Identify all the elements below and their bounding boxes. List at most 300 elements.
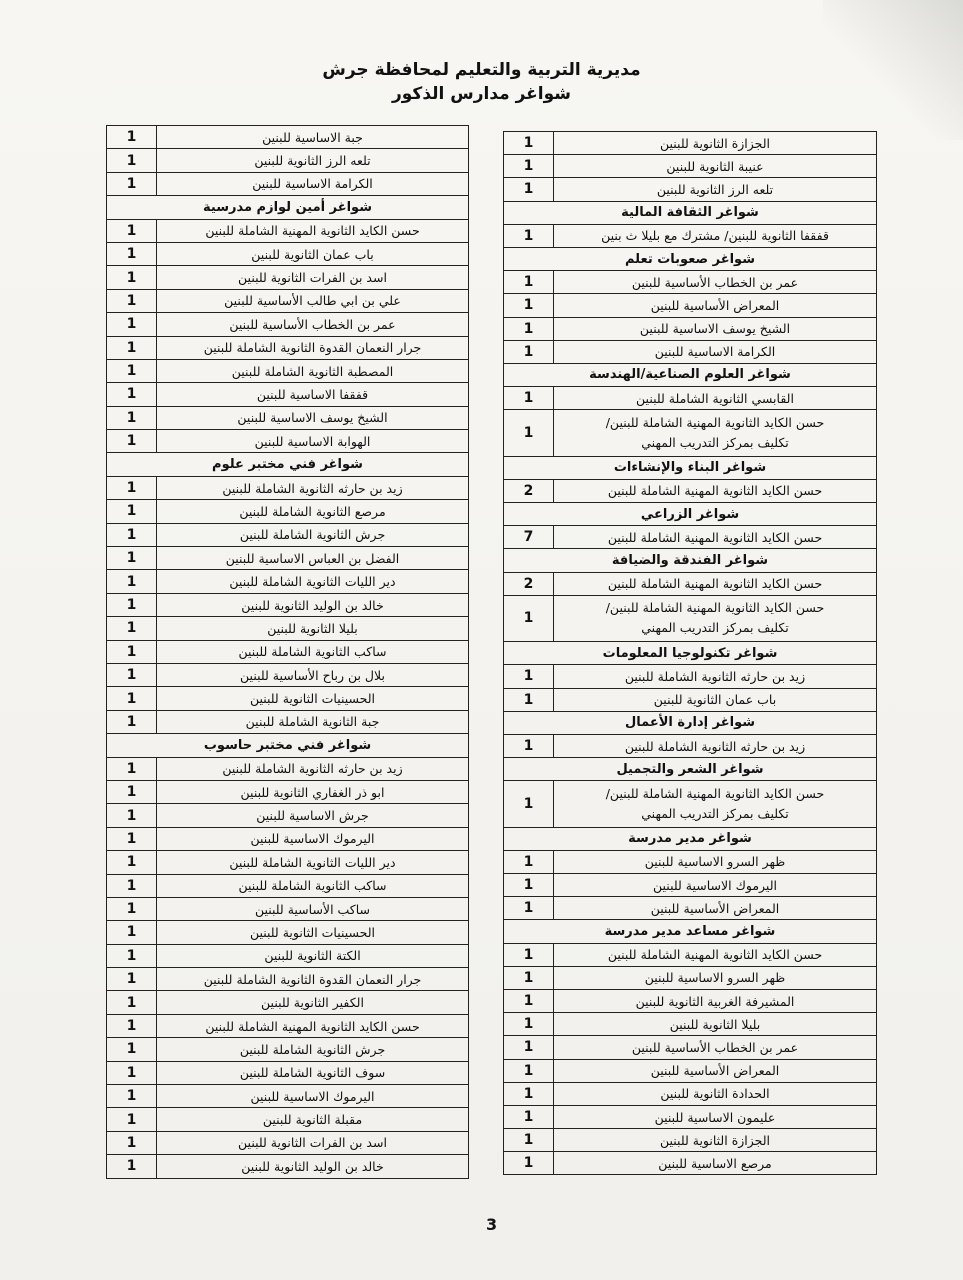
table-row (107, 242, 469, 265)
table-row (107, 289, 469, 312)
vacancy-count: 7 (504, 526, 554, 549)
table-row (504, 224, 877, 247)
school-name (157, 476, 469, 499)
table-row (107, 1155, 469, 1178)
vacancy-count: 1 (504, 271, 554, 294)
school-name (554, 595, 877, 641)
table-row (504, 1152, 877, 1175)
school-name (157, 523, 469, 546)
section-heading: شواغر الزراعي (504, 503, 877, 526)
school-name-line: باب عمان الثانوية للبنين (653, 692, 777, 708)
document-title: مديرية التربية والتعليم لمحافظة جرش (322, 60, 641, 80)
vacancy-count: 1 (107, 149, 157, 172)
table-row (504, 294, 877, 317)
school-name-line: بليلا الثانوية للبنين (669, 1016, 761, 1032)
school-name-line: عنيبة الثانوية للبنين (666, 158, 764, 174)
vacancy-count: 1 (107, 570, 157, 593)
table-row (107, 313, 469, 336)
vacancy-count: 1 (504, 595, 554, 641)
table-row (107, 1131, 469, 1154)
table-row (504, 734, 877, 757)
section-row (504, 642, 877, 665)
school-name (157, 1131, 469, 1154)
school-name (157, 687, 469, 710)
school-name-line: الحسينيات الثانوية للبنين (249, 691, 376, 707)
school-name-line: زيد بن حارثه الثانوية الشاملة للبنين (222, 480, 403, 496)
table-row (107, 336, 469, 359)
school-name (157, 780, 469, 803)
vacancy-count: 1 (107, 476, 157, 499)
section-heading: شواغر أمين لوازم مدرسية (107, 196, 469, 219)
section-row (504, 247, 877, 270)
school-name (157, 804, 469, 827)
table-row (107, 687, 469, 710)
school-name-line: الشيخ يوسف الاساسية للبنين (237, 410, 388, 426)
school-name (554, 387, 877, 410)
vacancy-count: 1 (504, 850, 554, 873)
section-row (107, 196, 469, 219)
table-row (504, 966, 877, 989)
vacancy-count: 1 (107, 266, 157, 289)
vacancy-count: 1 (107, 289, 157, 312)
section-row (504, 920, 877, 943)
school-name (157, 1061, 469, 1084)
school-name-line: القابسي الثانوية الشاملة للبنين (636, 390, 794, 406)
school-name (157, 500, 469, 523)
school-name-line: خالد بن الوليد الثانوية للبنين (241, 1158, 384, 1174)
school-name-line: الكرامة الاساسية للبنين (654, 344, 776, 360)
table-row (107, 126, 469, 149)
section-row (504, 503, 877, 526)
table-row (107, 663, 469, 686)
school-name-line: المعراض الأساسية للبنين (650, 1063, 780, 1079)
school-name-line: المشيرفة الغربية الثانوية للبنين (635, 993, 795, 1009)
vacancy-count: 1 (504, 224, 554, 247)
section-heading: شواغر تكنولوجيا المعلومات (504, 642, 877, 665)
school-name-line: بليلا الثانوية للبنين (267, 620, 358, 636)
school-name (554, 271, 877, 294)
vacancy-count: 1 (504, 410, 554, 456)
table-row (504, 1036, 877, 1059)
table-row (107, 1014, 469, 1037)
document-header (0, 58, 963, 106)
school-name (554, 132, 877, 155)
school-name-line: عمر بن الخطاب الأساسية للبنين (229, 316, 396, 332)
school-name (157, 757, 469, 780)
table-row (504, 1059, 877, 1082)
vacancy-count: 1 (107, 219, 157, 242)
section-heading: شواغر الفندقة والضيافة (504, 549, 877, 572)
vacancy-count: 1 (107, 523, 157, 546)
table-row (504, 688, 877, 711)
school-name (554, 688, 877, 711)
section-heading: شواغر فني مختبر حاسوب (107, 734, 469, 757)
vacancy-count: 1 (504, 155, 554, 178)
school-name-line: اليرموك الاساسية للبنين (250, 831, 375, 847)
school-name (157, 313, 469, 336)
vacancy-count: 1 (504, 688, 554, 711)
school-name-line: المصطبة الثانوية الشاملة للبنين (231, 363, 394, 379)
school-name (554, 1059, 877, 1082)
school-name-line: حسن الكايد الثانوية المهنية الشاملة للبنين (607, 576, 823, 592)
school-name-line: زيد بن حارثه الثانوية الشاملة للبنين (222, 761, 403, 777)
school-name (157, 1155, 469, 1178)
vacancy-count: 1 (107, 126, 157, 149)
table-row (504, 989, 877, 1012)
vacancy-count: 1 (107, 359, 157, 382)
table-row (504, 271, 877, 294)
vacancy-count: 1 (107, 1038, 157, 1061)
vacancy-count: 1 (107, 991, 157, 1014)
table-row (107, 383, 469, 406)
school-name-line: حسن الكايد الثانوية المهنية الشاملة للبنين/ (605, 600, 825, 616)
table-row (107, 523, 469, 546)
school-name (554, 734, 877, 757)
school-name-line: ساكب الثانوية الشاملة للبنين (238, 878, 387, 894)
school-name-line: حسن الكايد الثانوية المهنية الشاملة للبنين/ (605, 414, 825, 430)
school-name (157, 289, 469, 312)
table-row (107, 827, 469, 850)
section-heading: شواغر صعوبات تعلم (504, 247, 877, 270)
table-row (107, 874, 469, 897)
school-name-line: جبة الثانوية الشاملة للبنين (245, 714, 380, 730)
school-name-line: حسن الكايد الثانوية المهنية الشاملة للبنين (205, 1018, 420, 1034)
school-name (157, 874, 469, 897)
school-name-line: حسن الكايد الثانوية المهنية الشاملة للبنين (205, 223, 420, 239)
school-name-line: مرصع الثانوية الشاملة للبنين (239, 503, 386, 519)
section-row (504, 827, 877, 850)
document-subtitle: شواغر مدارس الذكور (391, 84, 571, 104)
table-row (107, 1038, 469, 1061)
school-name (157, 921, 469, 944)
school-name-line: زيد بن حارثه الثانوية الشاملة للبنين (624, 668, 806, 684)
section-heading: شواغر فني مختبر علوم (107, 453, 469, 476)
school-name (157, 266, 469, 289)
school-name-line: جرار النعمان القدوة الثانوية الشاملة للبنين (203, 340, 422, 356)
vacancy-count: 1 (504, 989, 554, 1012)
section-row (504, 201, 877, 224)
table-row (107, 851, 469, 874)
vacancy-count: 1 (504, 1082, 554, 1105)
school-name (554, 1036, 877, 1059)
vacancy-count: 1 (107, 1131, 157, 1154)
school-name-line: عمر بن الخطاب الأساسية للبنين (631, 274, 799, 290)
school-name-line: دير الليات الثانوية الشاملة للبنين (229, 854, 396, 870)
vacancy-count: 1 (504, 734, 554, 757)
school-name (157, 593, 469, 616)
school-name (157, 1085, 469, 1108)
school-name (554, 224, 877, 247)
school-name (554, 178, 877, 201)
school-name-line: زيد بن حارثه الثانوية الشاملة للبنين (624, 738, 806, 754)
table-row (504, 1082, 877, 1105)
table-row (504, 850, 877, 873)
school-name (554, 1129, 877, 1152)
school-name (554, 340, 877, 363)
school-name-line: اسد بن الفرات الثانوية للبنين (238, 1135, 387, 1151)
table-row (504, 595, 877, 641)
school-name (554, 989, 877, 1012)
vacancy-count: 1 (504, 781, 554, 827)
vacancy-count: 1 (107, 851, 157, 874)
table-row (107, 593, 469, 616)
school-name-line: حسن الكايد الثانوية المهنية الشاملة للبنين (607, 947, 823, 963)
table-row (504, 410, 877, 456)
school-name-line: اليرموك الاساسية للبنين (250, 1088, 375, 1104)
school-name (157, 640, 469, 663)
table-row (107, 991, 469, 1014)
table-row (107, 757, 469, 780)
table-row (504, 132, 877, 155)
school-name (157, 944, 469, 967)
school-name-line: قفقفا الاساسية للبنين (256, 386, 369, 402)
school-name (554, 943, 877, 966)
table-row (504, 943, 877, 966)
vacancy-count: 1 (107, 663, 157, 686)
vacancy-count: 1 (107, 617, 157, 640)
section-heading: شواغر مساعد مدير مدرسة (504, 920, 877, 943)
vacancy-count: 1 (504, 1059, 554, 1082)
school-name (554, 479, 877, 502)
school-name-note: تكليف بمركز التدريب المهني (641, 620, 789, 636)
school-name (157, 430, 469, 453)
vacancy-count: 1 (504, 294, 554, 317)
school-name-line: سوف الثانوية الشاملة للبنين (239, 1065, 386, 1081)
school-name-line: حسن الكايد الثانوية المهنية الشاملة للبنين (607, 529, 823, 545)
table-row (107, 476, 469, 499)
school-name-line: مقبلة الثانوية للبنين (262, 1112, 363, 1128)
school-name-line: حسن الكايد الثانوية المهنية الشاملة للبنين/ (605, 785, 825, 801)
school-name (554, 1082, 877, 1105)
right-vacancy-table (503, 131, 877, 1175)
vacancy-count: 2 (504, 479, 554, 502)
vacancy-count: 1 (504, 178, 554, 201)
vacancy-count: 1 (107, 242, 157, 265)
table-row (107, 1108, 469, 1131)
vacancy-count: 1 (107, 313, 157, 336)
school-name-line: عمر بن الخطاب الأساسية للبنين (631, 1039, 799, 1055)
section-row (107, 734, 469, 757)
table-row (107, 406, 469, 429)
vacancy-count: 1 (107, 757, 157, 780)
school-name-line: دير الليات الثانوية الشاملة للبنين (229, 574, 396, 590)
school-name-line: اليرموك الاساسية للبنين (653, 877, 777, 893)
school-name-line: الجزازة الثانوية للبنين (659, 135, 770, 151)
school-name-line: الجزازة الثانوية للبنين (659, 1132, 770, 1148)
school-name-line: ابو ذر الغفاري الثانوية للبنين (240, 784, 385, 800)
table-row (504, 897, 877, 920)
table-row (504, 1013, 877, 1036)
school-name-line: مرصع الاساسية للبنين (658, 1155, 772, 1171)
vacancy-count: 1 (504, 874, 554, 897)
school-name (554, 294, 877, 317)
school-name-line: عليمون الاساسية للبنين (654, 1109, 776, 1125)
section-heading: شواغر مدير مدرسة (504, 827, 877, 850)
school-name (554, 781, 877, 827)
vacancy-count: 1 (107, 897, 157, 920)
vacancy-count: 1 (107, 640, 157, 663)
school-name-line: المعراض الأساسية للبنين (650, 900, 780, 916)
school-name (157, 1038, 469, 1061)
table-row (107, 570, 469, 593)
table-row (504, 317, 877, 340)
school-name (157, 1108, 469, 1131)
vacancy-count: 1 (504, 897, 554, 920)
table-row (504, 665, 877, 688)
table-row (107, 968, 469, 991)
vacancy-count: 1 (107, 874, 157, 897)
table-row (504, 340, 877, 363)
school-name (157, 968, 469, 991)
school-name-line: الحسينيات الثانوية للبنين (249, 924, 376, 940)
section-heading: شواغر إدارة الأعمال (504, 711, 877, 734)
vacancy-count: 1 (107, 430, 157, 453)
table-row (107, 359, 469, 382)
section-row (504, 363, 877, 386)
school-name (554, 317, 877, 340)
left-vacancy-table (106, 125, 469, 1179)
school-name-line: حسن الكايد الثانوية المهنية الشاملة للبنين (607, 483, 823, 499)
table-row (504, 781, 877, 827)
school-name (554, 572, 877, 595)
school-name-line: ساكب الثانوية الشاملة للبنين (238, 644, 387, 660)
school-name-line: خالد بن الوليد الثانوية للبنين (241, 597, 384, 613)
table-row (107, 617, 469, 640)
school-name (157, 570, 469, 593)
school-name-line: جرش الاساسية للبنين (256, 808, 369, 824)
school-name-line: اسد بن الفرات الثانوية للبنين (238, 270, 387, 286)
table-row (107, 804, 469, 827)
school-name (157, 991, 469, 1014)
school-name-line: جرش الثانوية الشاملة للبنين (239, 527, 386, 543)
vacancy-count: 1 (107, 383, 157, 406)
vacancy-count: 1 (107, 944, 157, 967)
vacancy-count: 1 (504, 966, 554, 989)
school-name-line: تلعه الرز الثانوية للبنين (656, 181, 774, 197)
section-heading: شواغر الشعر والتجميل (504, 758, 877, 781)
table-row (504, 1129, 877, 1152)
school-name-line: جبة الاساسية للبنين (262, 129, 363, 145)
vacancy-count: 1 (107, 172, 157, 195)
table-row (504, 572, 877, 595)
table-row (504, 874, 877, 897)
table-row (107, 710, 469, 733)
table-row (107, 547, 469, 570)
school-name-line: بلال بن رباح الأساسية للبنين (240, 667, 385, 683)
school-name-line: الكرامة الاساسية للبنين (252, 176, 373, 192)
vacancy-count: 1 (504, 387, 554, 410)
school-name-line: الكتة الثانوية للبنين (264, 948, 361, 964)
school-name (554, 410, 877, 456)
table-row (107, 219, 469, 242)
table-row (504, 526, 877, 549)
school-name (157, 406, 469, 429)
page-number: 3 (486, 1215, 498, 1234)
table-row (107, 1085, 469, 1108)
school-name (157, 149, 469, 172)
vacancy-count: 2 (504, 572, 554, 595)
table-row (107, 640, 469, 663)
vacancy-count: 1 (504, 1152, 554, 1175)
school-name (157, 242, 469, 265)
vacancy-count: 1 (107, 336, 157, 359)
table-row (504, 387, 877, 410)
school-name-line: الشيخ يوسف الاساسية للبنين (639, 321, 791, 337)
table-row (107, 430, 469, 453)
section-row (107, 453, 469, 476)
school-name (554, 665, 877, 688)
school-name (157, 172, 469, 195)
vacancy-count: 1 (107, 827, 157, 850)
school-name-note: تكليف بمركز التدريب المهني (641, 805, 789, 821)
vacancy-count: 1 (107, 500, 157, 523)
school-name-line: قفقفا الثانوية للبنين/ مشترك مع بليلا ث بنين (601, 228, 829, 244)
school-name (554, 850, 877, 873)
school-name-line: الكفير الثانوية للبنين (261, 995, 364, 1011)
school-name (554, 1152, 877, 1175)
section-row (504, 758, 877, 781)
school-name-line: جرار النعمان القدوة الثانوية الشاملة للبنين (203, 971, 422, 987)
school-name (157, 663, 469, 686)
table-row (504, 178, 877, 201)
vacancy-count: 1 (504, 943, 554, 966)
section-heading: شواغر الثقافة المالية (504, 201, 877, 224)
school-name-line: الفضل بن العباس الاساسية للبنين (225, 550, 400, 566)
vacancy-count: 1 (107, 921, 157, 944)
table-row (107, 897, 469, 920)
vacancy-count: 1 (107, 1061, 157, 1084)
school-name (157, 1014, 469, 1037)
section-heading: شواغر العلوم الصناعية/الهندسة (504, 363, 877, 386)
vacancy-count: 1 (107, 1108, 157, 1131)
school-name (157, 897, 469, 920)
section-row (504, 711, 877, 734)
vacancy-count: 1 (107, 406, 157, 429)
table-row (504, 1105, 877, 1128)
vacancy-count: 1 (504, 1105, 554, 1128)
table-row (504, 155, 877, 178)
table-row (107, 500, 469, 523)
school-name-line: ساكب الأساسية للبنين (254, 901, 371, 917)
vacancy-count: 1 (107, 1155, 157, 1178)
school-name (554, 966, 877, 989)
vacancy-count: 1 (107, 968, 157, 991)
school-name (157, 617, 469, 640)
vacancy-count: 1 (107, 780, 157, 803)
school-name-line: جرش الثانوية الشاملة للبنين (239, 1041, 386, 1057)
school-name (157, 710, 469, 733)
school-name-note: تكليف بمركز التدريب المهني (641, 434, 789, 450)
school-name-line: باب عمان الثانوية للبنين (251, 246, 374, 262)
school-name (157, 219, 469, 242)
vacancy-count: 1 (107, 547, 157, 570)
vacancy-count: 1 (504, 665, 554, 688)
vacancy-count: 1 (504, 1129, 554, 1152)
table-row (504, 479, 877, 502)
school-name (554, 1013, 877, 1036)
school-name (157, 851, 469, 874)
school-name (554, 1105, 877, 1128)
vacancy-count: 1 (504, 132, 554, 155)
vacancy-count: 1 (107, 710, 157, 733)
school-name (157, 827, 469, 850)
school-name (554, 155, 877, 178)
school-name-line: الهوابة الاساسية للبنين (254, 433, 371, 449)
school-name-line: الحدادة الثانوية للبنين (660, 1086, 770, 1102)
table-row (107, 149, 469, 172)
school-name (157, 547, 469, 570)
vacancy-count: 1 (504, 1036, 554, 1059)
